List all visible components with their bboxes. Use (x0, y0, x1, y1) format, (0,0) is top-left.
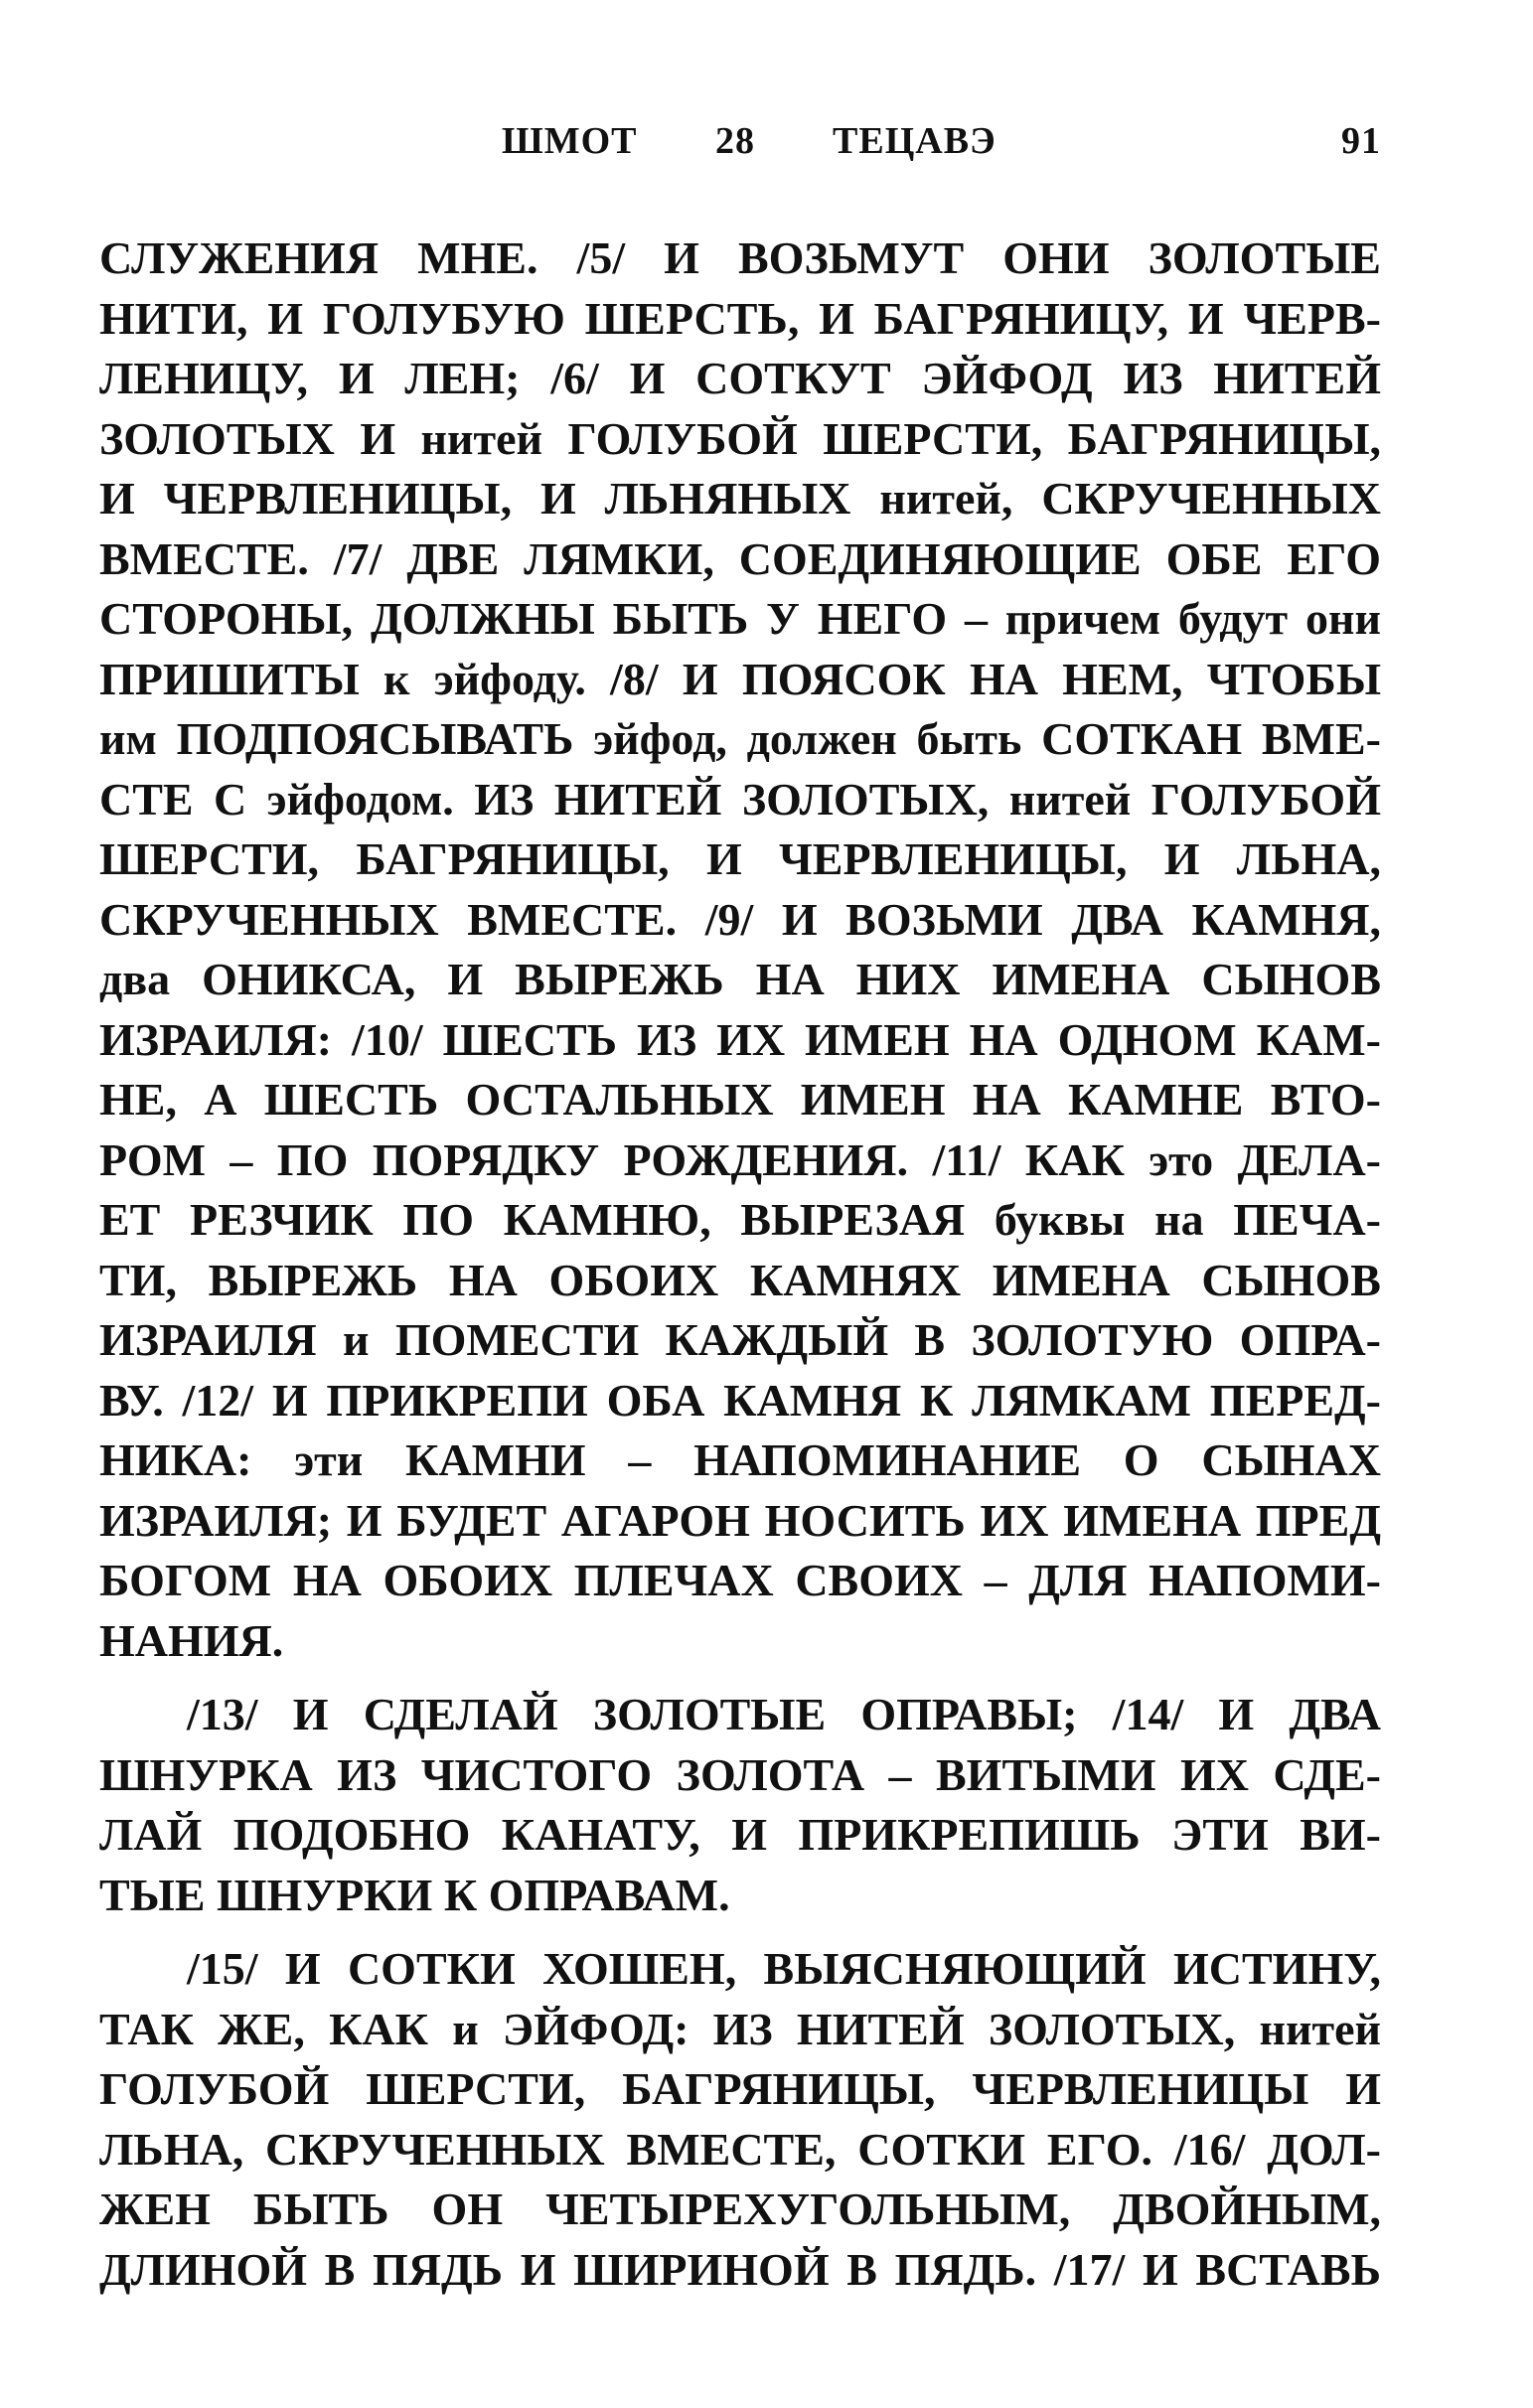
text-line: ИЗРАИЛЯ и ПОМЕСТИ КАЖДЫЙ В ЗОЛОТУЮ ОПРА- (99, 1314, 1381, 1365)
text-line: И ЧЕРВЛЕНИЦЫ, И ЛЬНЯНЫХ нитей, СКРУЧЕННЫХ (99, 473, 1381, 524)
text-line: ЛАЙ ПОДОБНО КАНАТУ, И ПРИКРЕПИШЬ ЭТИ ВИ- (99, 1809, 1381, 1860)
text-line: СТОРОНЫ, ДОЛЖНЫ БЫТЬ У НЕГО – причем будут они (99, 593, 1381, 644)
text-line: НЕ, А ШЕСТЬ ОСТАЛЬНЫХ ИМЕН НА КАМНЕ ВТО- (99, 1074, 1381, 1125)
header-parsha-title: ТЕЦАВЭ (833, 120, 996, 162)
text-line: ЛЕНИЦУ, И ЛЕН; /6/ И СОТКУТ ЭЙФОД ИЗ НИТЕЙ (99, 353, 1381, 403)
text-line: СКРУЧЕННЫХ ВМЕСТЕ. /9/ И ВОЗЬМИ ДВА КАМНЯ, (99, 893, 1381, 945)
text-line: НИТИ, И ГОЛУБУЮ ШЕРСТЬ, И БАГРЯНИЦУ, И ЧЕРВ- (99, 292, 1381, 344)
text-line: ЗОЛОТЫХ И нитей ГОЛУБОЙ ШЕРСТИ, БАГРЯНИЦЫ, (99, 412, 1381, 464)
text-line: ТЫЕ ШНУРКИ К ОПРАВАМ. (99, 1869, 730, 1920)
text-line: им ПОДПОЯСЫВАТЬ эйфод, должен быть СОТКАН ВМЕ- (99, 713, 1381, 764)
text-line: ВУ. /12/ И ПРИКРЕПИ ОБА КАМНЯ К ЛЯМКАМ ПЕРЕД- (99, 1374, 1381, 1426)
text-line: СЛУЖЕНИЯ МНЕ. /5/ И ВОЗЬМУТ ОНИ ЗОЛОТЫЕ (99, 232, 1381, 283)
header-chapter-number: 28 (715, 120, 755, 162)
header-book-title: ШМОТ (502, 120, 638, 162)
text-line: ЖЕН БЫТЬ ОН ЧЕТЫРЕХУГОЛЬНЫМ, ДВОЙНЫМ, (99, 2183, 1381, 2234)
paragraph-start-line: /13/ И СДЕЛАЙ ЗОЛОТЫЕ ОПРАВЫ; /14/ И ДВА (187, 1689, 1381, 1739)
text-line: ШЕРСТИ, БАГРЯНИЦЫ, И ЧЕРВЛЕНИЦЫ, И ЛЬНА, (99, 833, 1381, 884)
text-line: ТИ, ВЫРЕЖЬ НА ОБОИХ КАМНЯХ ИМЕНА СЫНОВ (99, 1254, 1381, 1305)
text-line: два ОНИКСА, И ВЫРЕЖЬ НА НИХ ИМЕНА СЫНОВ (99, 954, 1381, 1004)
text-line: НАНИЯ. (99, 1614, 284, 1666)
body-text (99, 228, 1381, 2300)
text-line: ЕТ РЕЗЧИК ПО КАМНЮ, ВЫРЕЗАЯ буквы на ПЕЧА- (99, 1194, 1381, 1245)
text-line: СТЕ С эйфодом. ИЗ НИТЕЙ ЗОЛОТЫХ, нитей ГОЛУБОЙ (99, 773, 1381, 825)
text-line: БОГОМ НА ОБОИХ ПЛЕЧАХ СВОИХ – ДЛЯ НАПОМИ- (99, 1555, 1381, 1605)
text-line: ДЛИНОЙ В ПЯДЬ И ШИРИНОЙ В ПЯДЬ. /17/ И ВСТАВЬ (99, 2243, 1381, 2295)
text-line: ЛЬНА, СКРУЧЕННЫХ ВМЕСТЕ, СОТКИ ЕГО. /16/ ДОЛ- (99, 2123, 1381, 2175)
page-number: 91 (1341, 120, 1381, 162)
text-line: ТАК ЖЕ, КАК и ЭЙФОД: ИЗ НИТЕЙ ЗОЛОТЫХ, нитей (99, 2003, 1381, 2054)
text-line: ПРИШИТЫ к эйфоду. /8/ И ПОЯСОК НА НЕМ, ЧТОБЫ (99, 653, 1381, 704)
text-line: ГОЛУБОЙ ШЕРСТИ, БАГРЯНИЦЫ, ЧЕРВЛЕНИЦЫ И (99, 2063, 1381, 2114)
running-header (99, 119, 1381, 179)
text-line: ВМЕСТЕ. /7/ ДВЕ ЛЯМКИ, СОЕДИНЯЮЩИЕ ОБЕ ЕГО (99, 532, 1381, 584)
text-line: ИЗРАИЛЯ; И БУДЕТ АГАРОН НОСИТЬ ИХ ИМЕНА ПРЕД (99, 1494, 1381, 1546)
text-line: ИЗРАИЛЯ: /10/ ШЕСТЬ ИЗ ИХ ИМЕН НА ОДНОМ КАМ- (99, 1013, 1381, 1065)
text-line: ШНУРКА ИЗ ЧИСТОГО ЗОЛОТА – ВИТЫМИ ИХ СДЕ- (99, 1748, 1381, 1800)
text-line: НИКА: эти КАМНИ – НАПОМИНАНИЕ О СЫНАХ (99, 1434, 1381, 1485)
paragraph-start-line: /15/ И СОТКИ ХОШЕН, ВЫЯСНЯЮЩИЙ ИСТИНУ, (187, 1943, 1381, 1994)
text-line: РОМ – ПО ПОРЯДКУ РОЖДЕНИЯ. /11/ КАК это ДЕЛА- (99, 1133, 1381, 1185)
